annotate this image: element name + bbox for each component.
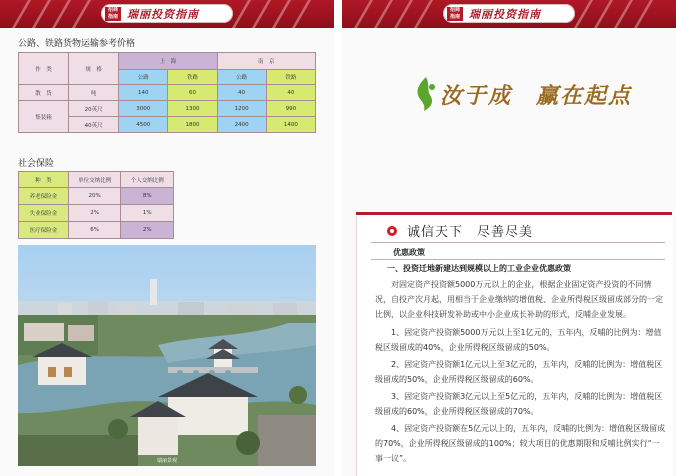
red-ring-icon (387, 226, 397, 236)
freight-subheader: 铁路 (266, 70, 315, 85)
divider-line (371, 242, 665, 243)
motto-text: 诚信天下 尽善尽美 (407, 225, 534, 240)
insurance-section-title: 社会保险 (18, 159, 55, 169)
green-brush-logo-icon (412, 75, 440, 113)
motto-row (387, 221, 533, 240)
photo-caption: 瑞丽景观 (156, 458, 177, 464)
divider-line (371, 259, 665, 260)
freight-section-title: 公路、铁路货物运输参考价格 (18, 39, 136, 49)
left-page (0, 0, 334, 476)
seal-logo: 招商 指南 (105, 7, 121, 21)
header-title-pill (443, 4, 575, 23)
banner-title: 瑞丽投资指南 (127, 7, 199, 21)
freight-header-item: 作 类 (19, 53, 69, 85)
freight-subheader: 铁路 (168, 70, 217, 85)
intro-paragraph: 对固定资产投资额5000万元以上的企业，根据企业固定资产投资的不同情况，自投产次月起，用相当于企业缴纳的增值税、企业所得税区级留成部分的一定比例，以企业科技研发补助或中小企业成长补助的形式，反哺企业发展。 (375, 280, 663, 319)
left-header-banner (0, 0, 334, 28)
banner-title: 瑞丽投资指南 (469, 7, 541, 21)
page-gutter (334, 0, 342, 476)
freight-header-city2: 南 京 (217, 53, 315, 70)
table-row: 养老保险金 20% 8% (19, 188, 174, 205)
slogan-text: 汝于成 赢在起点 (440, 82, 633, 109)
policy-item: 1、固定资产投资额5000万元以上至1亿元的，五年内，反哺的比例为：增值税区级留成的40%，企业所得税区级留成的50%。 (375, 328, 662, 352)
slogan (412, 75, 632, 113)
city-aerial-photo (18, 245, 316, 466)
policy-panel (356, 215, 673, 476)
right-header-banner (342, 0, 676, 28)
header-title-pill (101, 4, 233, 23)
table-row: 40英尺 4500 1800 2400 1400 (19, 117, 316, 133)
table-row: 集装箱 20英尺 3000 1300 1200 990 (19, 101, 316, 117)
freight-subheader: 公路 (119, 70, 168, 85)
policy-title: 优惠政策 (393, 248, 425, 257)
policy-item: 4、固定资产投资额在5亿元以上的，五年内，反哺的比例为：增值税区级留成的70%，企业所得税区级留成的100%；较大项目的优惠期限和反哺比例实行“一事一议”。 (375, 424, 666, 463)
policy-item: 3、固定资产投资额3亿元以上至5亿元的，五年内，反哺的比例为：增值税区级留成的60%，企业所得税区级留成的70%。 (375, 392, 663, 416)
city-scene-illustration (18, 245, 316, 466)
right-page (342, 0, 676, 476)
freight-price-table (18, 52, 316, 133)
freight-subheader: 公路 (217, 70, 266, 85)
table-row: 散 货 吨 140 60 40 40 (19, 85, 316, 101)
social-insurance-table: 种 类 单位交纳比例 个人交纳比例 养老保险金 20% 8% 失业保险金 2% 1% 医疗保险金 6% 2% (18, 171, 174, 239)
freight-header-city1: 上 海 (119, 53, 217, 70)
table-row: 失业保险金 2% 1% (19, 205, 174, 222)
policy-item: 2、固定资产投资额1亿元以上至3亿元的，五年内，反哺的比例为：增值税区级留成的50%，企业所得税区级留成的60%。 (375, 360, 663, 384)
table-row: 医疗保险金 6% 2% (19, 222, 174, 239)
seal-logo: 招商 指南 (447, 7, 463, 21)
freight-header-spec: 规 格 (69, 53, 119, 85)
section-heading: 一、投资迁地新建达到规模以上的工业企业优惠政策 (387, 264, 571, 273)
